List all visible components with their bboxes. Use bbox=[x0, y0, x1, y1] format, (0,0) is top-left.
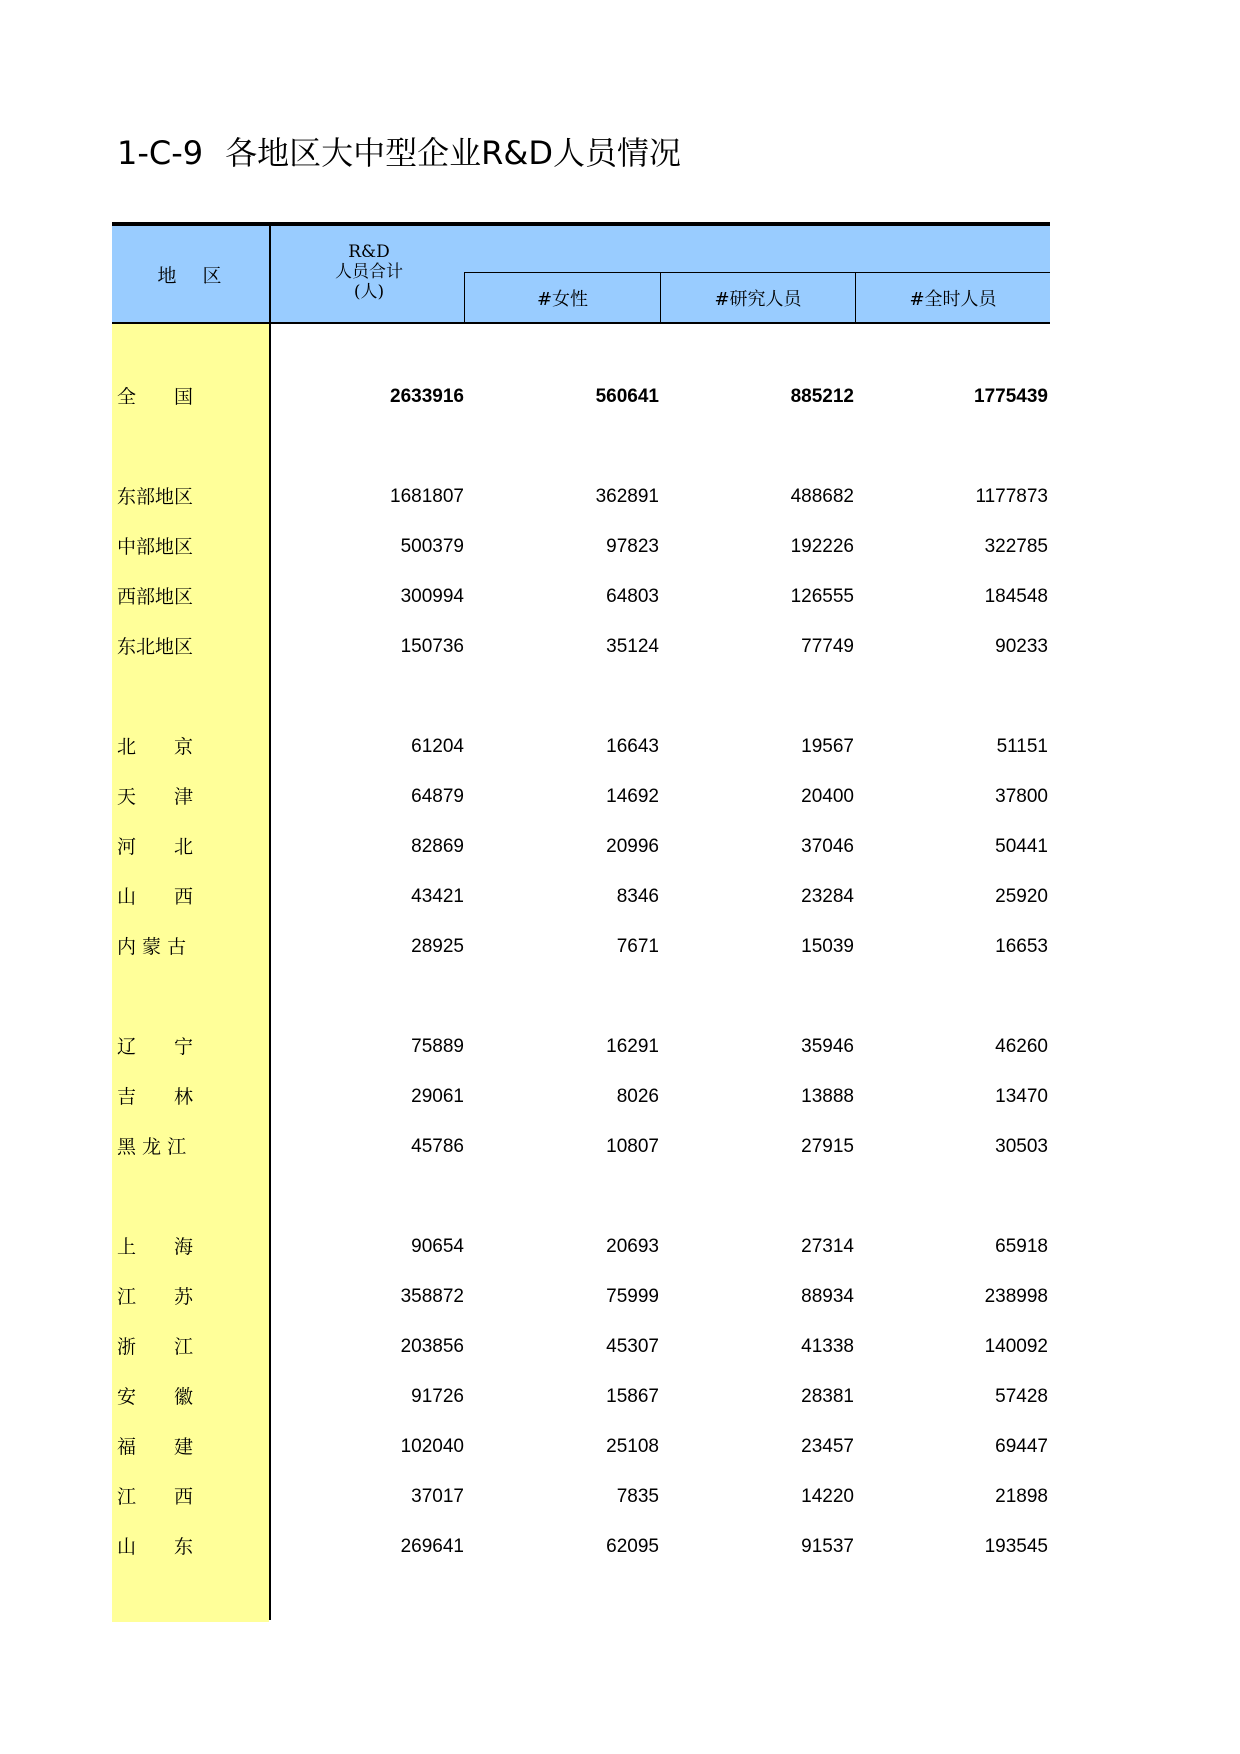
row-female: 20693 bbox=[606, 1236, 659, 1257]
row-female: 35124 bbox=[606, 636, 659, 657]
table-title: 各地区大中型企业R&D人员情况 bbox=[225, 134, 681, 172]
row-total: 1681807 bbox=[390, 486, 464, 507]
table-row bbox=[112, 1072, 1050, 1122]
header-region-char-1: 地 bbox=[157, 264, 179, 287]
header-fulltime: #全时人员 bbox=[909, 288, 997, 310]
row-total: 102040 bbox=[400, 1436, 464, 1457]
table-code: 1-C-9 bbox=[117, 134, 204, 172]
row-female: 8026 bbox=[616, 1086, 659, 1107]
table-row bbox=[112, 1522, 1050, 1572]
row-total: 358872 bbox=[400, 1286, 464, 1307]
row-total: 61204 bbox=[411, 736, 464, 757]
row-total: 45786 bbox=[411, 1136, 464, 1157]
row-research: 15039 bbox=[801, 936, 854, 957]
row-female: 10807 bbox=[606, 1136, 659, 1157]
row-fulltime: 21898 bbox=[995, 1486, 1048, 1507]
table-row bbox=[112, 1222, 1050, 1272]
header-total bbox=[271, 242, 467, 302]
table-row bbox=[112, 722, 1050, 772]
row-total: 269641 bbox=[400, 1536, 464, 1557]
row-fulltime: 57428 bbox=[995, 1386, 1048, 1407]
table-row bbox=[112, 522, 1050, 572]
row-region-name: 东部地区 bbox=[117, 486, 194, 508]
row-fulltime: 322785 bbox=[984, 536, 1048, 557]
table-row bbox=[112, 1122, 1050, 1172]
row-total: 150736 bbox=[400, 636, 464, 657]
row-female: 62095 bbox=[606, 1536, 659, 1557]
row-total: 29061 bbox=[411, 1086, 464, 1107]
table-row bbox=[112, 772, 1050, 822]
row-female: 16291 bbox=[606, 1036, 659, 1057]
row-research: 126555 bbox=[790, 586, 854, 607]
row-region-name: 安 徽 bbox=[117, 1386, 194, 1408]
table-row bbox=[112, 822, 1050, 872]
row-total: 2633916 bbox=[390, 386, 464, 407]
row-research: 20400 bbox=[801, 786, 854, 807]
table-row bbox=[112, 922, 1050, 972]
row-total: 43421 bbox=[411, 886, 464, 907]
header-total-line2: 人员合计 bbox=[335, 262, 403, 282]
header-female: #女性 bbox=[536, 288, 589, 310]
row-fulltime: 65918 bbox=[995, 1236, 1048, 1257]
row-research: 27915 bbox=[801, 1136, 854, 1157]
row-fulltime: 1775439 bbox=[974, 386, 1048, 407]
row-fulltime: 13470 bbox=[995, 1086, 1048, 1107]
row-fulltime: 37800 bbox=[995, 786, 1048, 807]
table-header bbox=[112, 226, 1050, 322]
table-row bbox=[112, 872, 1050, 922]
row-region-name: 辽 宁 bbox=[117, 1036, 194, 1058]
row-research: 88934 bbox=[801, 1286, 854, 1307]
table-row bbox=[112, 1372, 1050, 1422]
row-region-name: 福 建 bbox=[117, 1436, 194, 1458]
row-region-name: 江 苏 bbox=[117, 1286, 194, 1308]
row-fulltime: 184548 bbox=[984, 586, 1048, 607]
header-research: #研究人员 bbox=[714, 288, 802, 310]
row-region-name: 西部地区 bbox=[117, 586, 194, 608]
table-row bbox=[112, 372, 1050, 422]
row-female: 75999 bbox=[606, 1286, 659, 1307]
row-fulltime: 238998 bbox=[984, 1286, 1048, 1307]
row-female: 560641 bbox=[595, 386, 659, 407]
header-region-char-2: 区 bbox=[202, 264, 224, 287]
row-region-name: 东北地区 bbox=[117, 636, 194, 658]
table-row bbox=[112, 1272, 1050, 1322]
table-row bbox=[112, 1422, 1050, 1472]
row-research: 19567 bbox=[801, 736, 854, 757]
row-research: 35946 bbox=[801, 1036, 854, 1057]
row-research: 77749 bbox=[801, 636, 854, 657]
row-female: 64803 bbox=[606, 586, 659, 607]
row-total: 82869 bbox=[411, 836, 464, 857]
table-row bbox=[112, 472, 1050, 522]
row-region-name: 江 西 bbox=[117, 1486, 194, 1508]
row-region-name: 山 西 bbox=[117, 886, 194, 908]
row-fulltime: 193545 bbox=[984, 1536, 1048, 1557]
row-fulltime: 1177873 bbox=[975, 486, 1048, 507]
row-research: 885212 bbox=[790, 386, 854, 407]
row-fulltime: 69447 bbox=[995, 1436, 1048, 1457]
row-research: 488682 bbox=[790, 486, 854, 507]
row-region-name: 河 北 bbox=[117, 836, 194, 858]
row-fulltime: 90233 bbox=[995, 636, 1048, 657]
row-research: 41338 bbox=[801, 1336, 854, 1357]
row-total: 500379 bbox=[400, 536, 464, 557]
row-region-name: 黑 龙 江 bbox=[117, 1136, 187, 1158]
row-total: 91726 bbox=[411, 1386, 464, 1407]
row-total: 300994 bbox=[400, 586, 464, 607]
row-fulltime: 46260 bbox=[995, 1036, 1048, 1057]
row-female: 25108 bbox=[606, 1436, 659, 1457]
row-research: 27314 bbox=[801, 1236, 854, 1257]
row-fulltime: 30503 bbox=[995, 1136, 1048, 1157]
row-fulltime: 50441 bbox=[995, 836, 1048, 857]
row-female: 97823 bbox=[606, 536, 659, 557]
header-region bbox=[112, 226, 269, 322]
table-row bbox=[112, 622, 1050, 672]
table-row bbox=[112, 1472, 1050, 1522]
table-row bbox=[112, 1322, 1050, 1372]
row-female: 7671 bbox=[616, 936, 659, 957]
row-female: 362891 bbox=[595, 486, 659, 507]
row-fulltime: 16653 bbox=[995, 936, 1048, 957]
row-female: 15867 bbox=[606, 1386, 659, 1407]
header-total-line1: R&D bbox=[348, 242, 390, 262]
table-row bbox=[112, 572, 1050, 622]
header-total-line3: (人) bbox=[353, 282, 385, 302]
row-region-name: 北 京 bbox=[117, 736, 194, 758]
row-research: 23457 bbox=[801, 1436, 854, 1457]
row-region-name: 天 津 bbox=[117, 786, 194, 808]
row-total: 90654 bbox=[411, 1236, 464, 1257]
row-region-name: 吉 林 bbox=[117, 1086, 194, 1108]
row-total: 64879 bbox=[411, 786, 464, 807]
row-research: 28381 bbox=[801, 1386, 854, 1407]
row-female: 8346 bbox=[616, 886, 659, 907]
row-total: 28925 bbox=[411, 936, 464, 957]
row-female: 20996 bbox=[606, 836, 659, 857]
row-female: 14692 bbox=[606, 786, 659, 807]
table-row bbox=[112, 1022, 1050, 1072]
row-region-name: 山 东 bbox=[117, 1536, 194, 1558]
row-region-name: 上 海 bbox=[117, 1236, 194, 1258]
row-research: 91537 bbox=[801, 1536, 854, 1557]
row-region-name: 中部地区 bbox=[117, 536, 194, 558]
row-female: 7835 bbox=[616, 1486, 659, 1507]
row-fulltime: 140092 bbox=[984, 1336, 1048, 1357]
row-total: 203856 bbox=[400, 1336, 464, 1357]
row-research: 23284 bbox=[801, 886, 854, 907]
row-research: 13888 bbox=[801, 1086, 854, 1107]
row-total: 75889 bbox=[411, 1036, 464, 1057]
row-female: 45307 bbox=[606, 1336, 659, 1357]
row-total: 37017 bbox=[411, 1486, 464, 1507]
row-region-name: 全 国 bbox=[117, 386, 194, 408]
row-research: 192226 bbox=[790, 536, 854, 557]
row-fulltime: 51151 bbox=[996, 736, 1048, 757]
row-region-name: 内 蒙 古 bbox=[117, 936, 187, 958]
row-research: 37046 bbox=[801, 836, 854, 857]
row-research: 14220 bbox=[801, 1486, 854, 1507]
page-title bbox=[117, 128, 681, 174]
row-region-name: 浙 江 bbox=[117, 1336, 194, 1358]
row-female: 16643 bbox=[606, 736, 659, 757]
row-fulltime: 25920 bbox=[995, 886, 1048, 907]
